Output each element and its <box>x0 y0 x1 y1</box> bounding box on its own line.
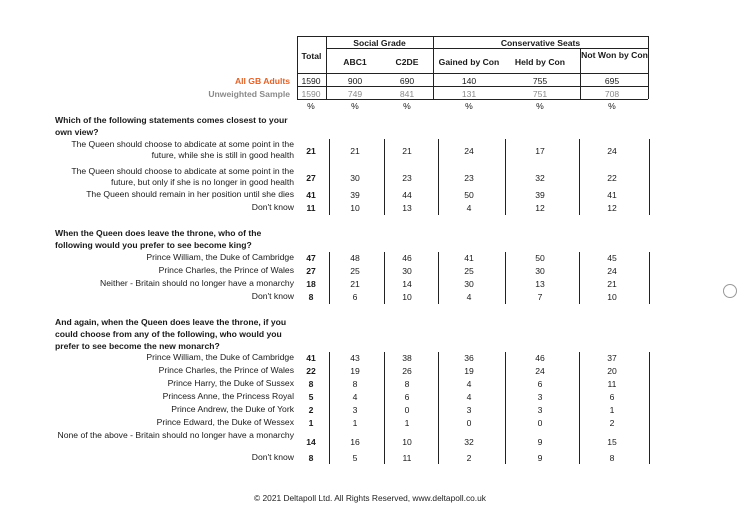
row-value: 41 <box>464 253 474 263</box>
row-value: 3 <box>537 405 543 415</box>
row-value: 1 <box>404 418 410 428</box>
col-header-abc1: ABC1 <box>343 57 367 67</box>
row-value: 17 <box>535 146 545 156</box>
column-divider <box>505 352 506 464</box>
unweighted-sample-label: Unweighted Sample <box>208 89 290 99</box>
row-label: Prince Edward, the Duke of Wessex <box>156 417 294 427</box>
row-value: 13 <box>535 279 545 289</box>
row-value: 24 <box>464 146 474 156</box>
row-value: 48 <box>350 253 360 263</box>
all-gb-adults-label: All GB Adults <box>234 76 290 86</box>
row-value: 2 <box>308 405 314 415</box>
base-bottom-border <box>297 86 648 87</box>
pct-total: % <box>307 101 315 111</box>
row-value: 3 <box>537 392 543 402</box>
row-label: Neither - Britain should no longer have a monarchy <box>100 278 294 288</box>
col-border-4 <box>648 36 649 99</box>
row-value: 9 <box>537 437 543 447</box>
column-divider <box>649 139 650 215</box>
row-value: 41 <box>306 190 316 200</box>
column-divider <box>329 252 330 304</box>
social-grade-header: Social Grade <box>353 38 406 48</box>
row-value: 19 <box>350 366 360 376</box>
row-value: 14 <box>402 279 412 289</box>
column-divider <box>579 352 580 464</box>
base-abc1: 900 <box>347 76 363 86</box>
row-value: 32 <box>535 173 545 183</box>
row-value: 38 <box>402 353 412 363</box>
row-value: 30 <box>350 173 360 183</box>
row-value: 21 <box>350 279 360 289</box>
row-value: 2 <box>466 453 472 463</box>
row-label: None of the above - Britain should no longer have a monarchy <box>57 430 294 440</box>
base-c2de: 690 <box>399 76 415 86</box>
col-header-notwon: Not Won by Con <box>581 50 648 60</box>
row-value: 8 <box>404 379 410 389</box>
row-value: 50 <box>535 253 545 263</box>
column-divider <box>649 252 650 304</box>
row-value: 44 <box>402 190 412 200</box>
row-value: 43 <box>350 353 360 363</box>
row-value: 41 <box>306 353 316 363</box>
row-value: 24 <box>607 146 617 156</box>
row-value: 10 <box>350 203 360 213</box>
question-1-title: Which of the following statements comes closest to your own view? <box>55 115 288 137</box>
unw-total: 1590 <box>301 89 321 99</box>
row-value: 7 <box>537 292 543 302</box>
base-total: 1590 <box>301 76 321 86</box>
row-value: 6 <box>404 392 410 402</box>
row-label: Don't know <box>251 291 294 301</box>
row-value: 11 <box>607 379 617 389</box>
row-value: 39 <box>535 190 545 200</box>
row-value: 39 <box>350 190 360 200</box>
row-value: 10 <box>607 292 617 302</box>
row-value: 25 <box>464 266 474 276</box>
pct-abc1: % <box>351 101 359 111</box>
col-header-gained: Gained by Con <box>438 57 500 67</box>
row-value: 11 <box>402 453 412 463</box>
pct-gained: % <box>465 101 473 111</box>
column-divider <box>505 252 506 304</box>
col-header-held: Held by Con <box>514 57 566 67</box>
row-value: 46 <box>402 253 412 263</box>
row-value: 25 <box>350 266 360 276</box>
column-divider <box>384 139 385 215</box>
row-value: 26 <box>402 366 412 376</box>
row-value: 50 <box>464 190 474 200</box>
row-value: 1 <box>308 418 314 428</box>
footer-copyright: © 2021 Deltapoll Ltd. All Rights Reserved, www.deltapoll.co.uk <box>254 493 486 503</box>
header-bottom-border <box>297 73 648 74</box>
row-value: 30 <box>535 266 545 276</box>
row-value: 46 <box>535 353 545 363</box>
row-value: 27 <box>306 266 316 276</box>
row-value: 5 <box>308 392 314 402</box>
row-value: 30 <box>464 279 474 289</box>
row-value: 0 <box>466 418 472 428</box>
row-value: 27 <box>306 173 316 183</box>
row-value: 12 <box>607 203 617 213</box>
row-value: 23 <box>464 173 474 183</box>
row-value: 14 <box>306 437 316 447</box>
row-value: 8 <box>609 453 615 463</box>
row-value: 47 <box>306 253 316 263</box>
row-label: Prince Charles, the Prince of Wales <box>158 265 294 275</box>
row-label: Prince Charles, the Prince of Wales <box>158 365 294 375</box>
conservative-seats-header: Conservative Seats <box>500 38 581 48</box>
row-value: 21 <box>350 146 360 156</box>
row-value: 6 <box>609 392 615 402</box>
col-header-total: Total <box>301 51 322 61</box>
row-value: 19 <box>464 366 474 376</box>
base-held: 755 <box>532 76 548 86</box>
row-value: 41 <box>607 190 617 200</box>
row-value: 4 <box>466 292 472 302</box>
row-value: 16 <box>350 437 360 447</box>
row-label: The Queen should remain in her position until she dies <box>86 189 294 199</box>
row-value: 8 <box>308 292 314 302</box>
pct-c2de: % <box>403 101 411 111</box>
column-divider <box>579 252 580 304</box>
row-value: 10 <box>402 292 412 302</box>
row-label: The Queen should choose to abdicate at some point in the future, but only if she is no longer in good health <box>71 166 294 187</box>
row-label: The Queen should choose to abdicate at some point in the future, while she is still in good health <box>71 139 294 160</box>
unw-gained: 131 <box>461 89 477 99</box>
unw-c2de: 841 <box>399 89 415 99</box>
row-value: 4 <box>466 392 472 402</box>
pct-held: % <box>536 101 544 111</box>
column-divider <box>505 139 506 215</box>
row-value: 6 <box>352 292 358 302</box>
row-value: 4 <box>352 392 358 402</box>
unw-abc1: 749 <box>347 89 363 99</box>
row-label: Prince William, the Duke of Cambridge <box>146 352 294 362</box>
row-value: 8 <box>308 379 314 389</box>
base-notwon: 695 <box>604 76 620 86</box>
row-value: 21 <box>306 146 316 156</box>
row-value: 23 <box>402 173 412 183</box>
column-divider <box>384 252 385 304</box>
row-value: 37 <box>607 353 617 363</box>
row-label: Prince William, the Duke of Cambridge <box>146 252 294 262</box>
row-value: 6 <box>537 379 543 389</box>
row-value: 11 <box>306 203 316 213</box>
row-value: 22 <box>607 173 617 183</box>
column-divider <box>438 352 439 464</box>
column-divider <box>329 352 330 464</box>
question-3-title: And again, when the Queen does leave the throne, if you could choose from any of the following, who would you prefer to see become the new monarch? <box>55 317 287 351</box>
row-value: 2 <box>609 418 615 428</box>
scroll-circle-icon[interactable] <box>723 284 737 298</box>
row-value: 24 <box>607 266 617 276</box>
row-value: 18 <box>306 279 316 289</box>
row-label: Don't know <box>251 452 294 462</box>
row-value: 1 <box>352 418 358 428</box>
row-value: 13 <box>402 203 412 213</box>
row-value: 32 <box>464 437 474 447</box>
unw-notwon: 708 <box>604 89 620 99</box>
row-value: 4 <box>466 379 472 389</box>
row-value: 15 <box>607 437 617 447</box>
pct-notwon: % <box>608 101 616 111</box>
row-value: 20 <box>607 366 617 376</box>
column-divider <box>649 352 650 464</box>
row-value: 45 <box>607 253 617 263</box>
unweighted-bottom-border <box>297 99 648 100</box>
column-divider <box>438 252 439 304</box>
row-value: 3 <box>466 405 472 415</box>
row-value: 4 <box>466 203 472 213</box>
row-value: 0 <box>537 418 543 428</box>
question-2-title: When the Queen does leave the throne, who of the following would you prefer to see become king? <box>55 228 262 250</box>
row-value: 30 <box>402 266 412 276</box>
row-value: 0 <box>404 405 410 415</box>
column-divider <box>438 139 439 215</box>
row-value: 21 <box>402 146 412 156</box>
row-value: 8 <box>352 379 358 389</box>
row-value: 10 <box>402 437 412 447</box>
row-value: 24 <box>535 366 545 376</box>
row-value: 21 <box>607 279 617 289</box>
column-divider <box>329 139 330 215</box>
base-gained: 140 <box>461 76 477 86</box>
row-value: 8 <box>308 453 314 463</box>
row-value: 3 <box>352 405 358 415</box>
column-divider <box>579 139 580 215</box>
row-label: Prince Harry, the Duke of Sussex <box>167 378 294 388</box>
row-label: Don't know <box>251 202 294 212</box>
row-value: 22 <box>306 366 316 376</box>
row-value: 1 <box>609 405 615 415</box>
column-divider <box>384 352 385 464</box>
row-value: 36 <box>464 353 474 363</box>
row-label: Prince Andrew, the Duke of York <box>171 404 294 414</box>
unw-held: 751 <box>532 89 548 99</box>
row-value: 5 <box>352 453 358 463</box>
row-value: 12 <box>535 203 545 213</box>
row-label: Princess Anne, the Princess Royal <box>162 391 294 401</box>
row-value: 9 <box>537 453 543 463</box>
col-header-c2de: C2DE <box>395 57 419 67</box>
